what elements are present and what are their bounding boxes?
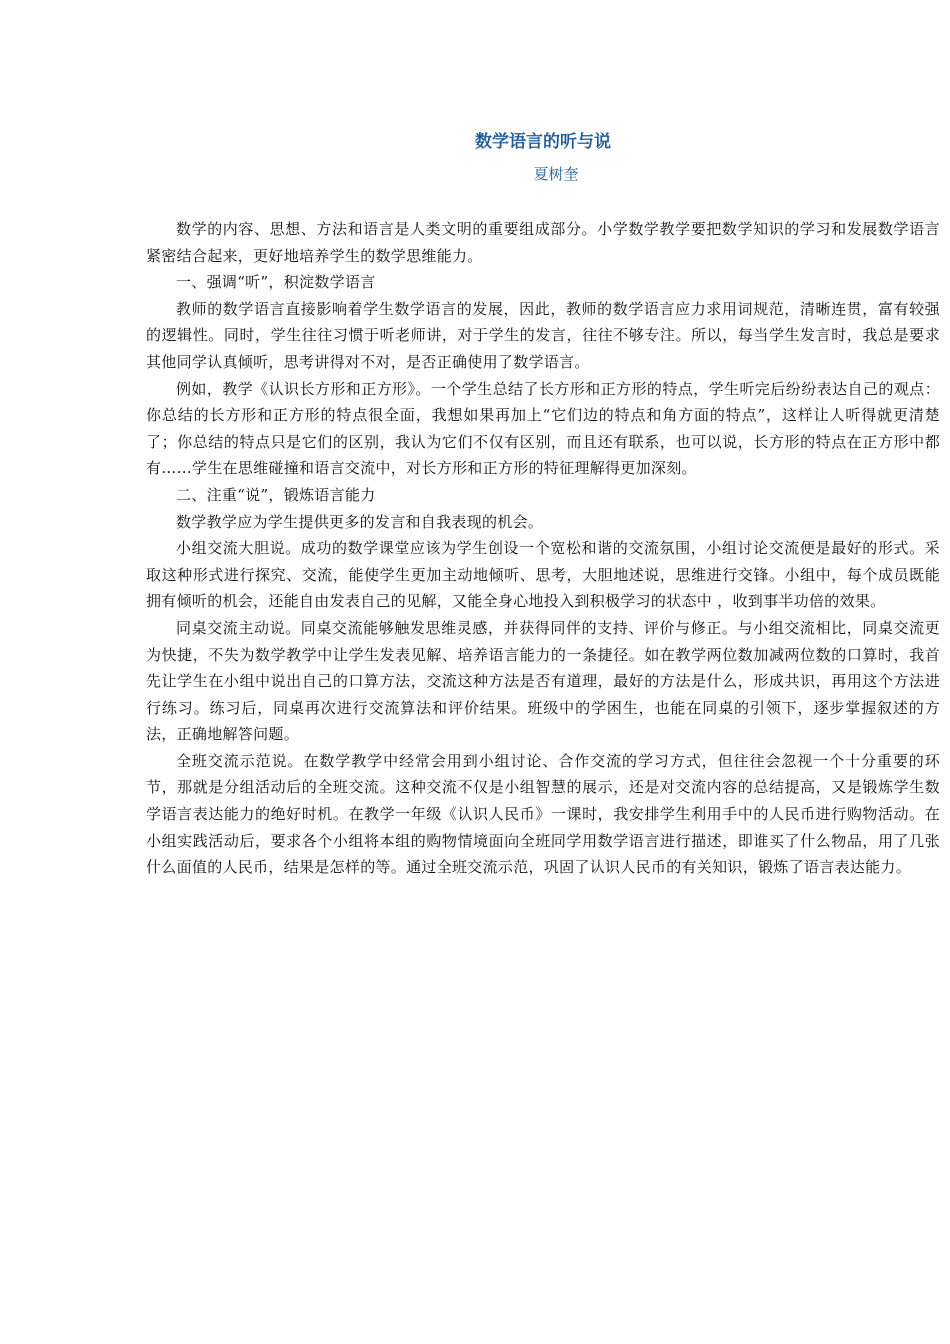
section-heading-speak: 二、注重“说”，锻炼语言能力: [176, 485, 376, 504]
body-paragraph: 小组交流大胆说。成功的数学课堂应该为学生创设一个宽松和谐的交流氛围，小组讨论交流便是最好的形式。采取这种形式进行探究、交流，能使学生更加主动地倾听、思考，大胆地述说，思维进行交锋。小组中，每个成员既能拥有倾听的机会，还能自由发表自己的见解，又能全身心地投入到积极学习的状态中 ，收到事半功倍的效果。: [146, 539, 940, 611]
body-paragraph: 例如，教学《认识长方形和正方形》。一个学生总结了长方形和正方形的特点，学生听完后纷纷表达自己的观点：你总结的长方形和正方形的特点很全面，我想如果再加上“它们边的特点和角方面的特点”，这样让人听得就更清楚了；你总结的特点只是它们的区别，我认为它们不仅有区别，而且还有联系，也可以说，长方形的特点在正方形中都有……学生在思维碰撞和语言交流中，对长方形和正方形的特征理解得更加深刻。: [146, 379, 940, 478]
body-paragraph: 教师的数学语言直接影响着学生数学语言的发展，因此，教师的数学语言应力求用词规范，清晰连贯，富有较强的逻辑性。同时，学生往往习惯于听老师讲，对于学生的发言，往往不够专注。所以，每当学生发言时，我总是要求其他同学认真倾听，思考讲得对不对，是否正确使用了数学语言。: [146, 299, 940, 371]
intro-paragraph: 数学的内容、思想、方法和语言是人类文明的重要组成部分。小学数学教学要把数学知识的学习和发展数学语言紧密结合起来，更好地培养学生的数学思维能力。: [146, 220, 940, 265]
document-title: 数学语言的听与说: [475, 132, 611, 152]
body-paragraph: 数学教学应为学生提供更多的发言和自我表现的机会。: [176, 512, 544, 531]
document-author: 夏树奎: [533, 165, 579, 183]
body-paragraph: 同桌交流主动说。同桌交流能够触发思维灵感，并获得同伴的支持、评价与修正。与小组交流相比，同桌交流更为快捷，不失为数学教学中让学生发表见解、培养语言能力的一条捷径。如在教学两位数加减两位数的口算时，我首先让学生在小组中说出自己的口算方法，交流这种方法是否有道理，最好的方法是什么，形成共识，再用这个方法进行练习。练习后，同桌再次进行交流算法和评价结果。班级中的学困生，也能在同桌的引领下，逐步掌握叙述的方法，正确地解答问题。: [146, 618, 940, 744]
document-body: [146, 216, 940, 881]
body-paragraph: 全班交流示范说。在数学教学中经常会用到小组讨论、合作交流的学习方式，但往往会忽视一个十分重要的环节，那就是分组活动后的全班交流。这种交流不仅是小组智慧的展示，还是对交流内容的总结提高，又是锻炼学生数学语言表达能力的绝好时机。在教学一年级《认识人民币》一课时，我安排学生利用手中的人民币进行购物活动。在小组实践活动后，要求各个小组将本组的购物情境面向全班同学用数学语言进行描述，即谁买了什么物品，用了几张什么面值的人民币，结果是怎样的等。通过全班交流示范，巩固了认识人民币的有关知识，锻炼了语言表达能力。: [146, 751, 940, 877]
document-page: [146, 128, 940, 881]
section-heading-listen: 一、强调“听”，积淀数学语言: [176, 273, 376, 292]
